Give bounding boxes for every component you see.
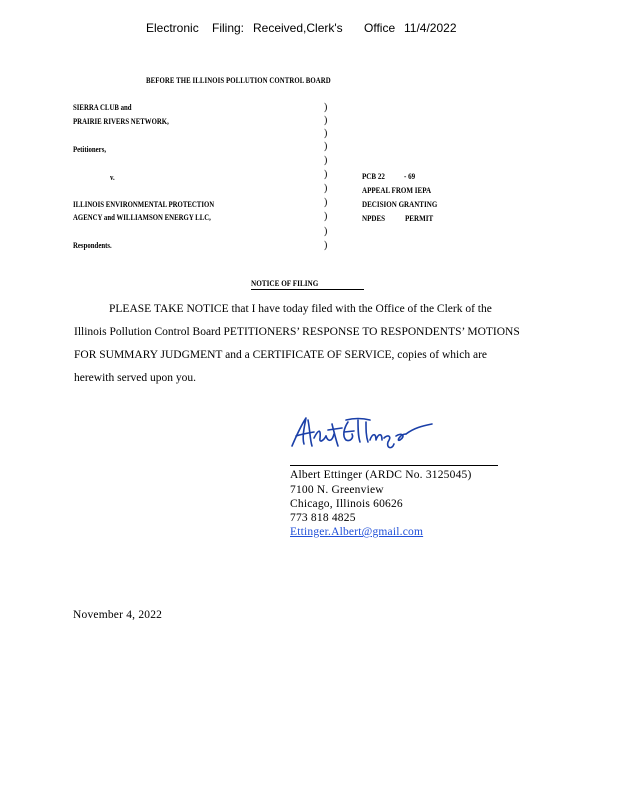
signer-name: Albert Ettinger (ARDC No. 3125045) (290, 469, 472, 481)
stamp-received: Received,Clerk's (253, 21, 343, 35)
notice-body-line-4: herewith served upon you. (74, 372, 196, 384)
petitioners-label: Petitioners, (73, 145, 107, 154)
caption-paren: ) (324, 197, 328, 208)
docket-npdes: NPDES (362, 214, 386, 223)
respondent-name-2: AGENCY and WILLIAMSON ENERGY LLC, (73, 213, 211, 222)
signer-city: Chicago, Illinois 60626 (290, 498, 403, 510)
petitioner-name-1: SIERRA CLUB and (73, 103, 132, 112)
docket-permit: PERMIT (405, 214, 434, 223)
caption-paren: ) (324, 102, 328, 113)
caption-paren: ) (324, 128, 328, 139)
document-date: November 4, 2022 (73, 609, 163, 621)
handwritten-signature (288, 414, 436, 454)
signer-email-link[interactable]: Ettinger.Albert@gmail.com (290, 526, 424, 538)
caption-paren: ) (324, 211, 328, 222)
caption-paren: ) (324, 183, 328, 194)
caption-paren: ) (324, 240, 328, 251)
board-heading: BEFORE THE ILLINOIS POLLUTION CONTROL BOARD (146, 76, 331, 85)
notice-body-line-3: FOR SUMMARY JUDGMENT and a CERTIFICATE OF SERVICE, copies of which are (74, 349, 488, 361)
docket-decision: DECISION GRANTING (362, 200, 438, 209)
stamp-date: 11/4/2022 (404, 21, 457, 35)
notice-title: NOTICE OF FILING (251, 279, 319, 288)
docket-number: - 69 (404, 172, 416, 181)
versus-label: v. (110, 173, 115, 182)
notice-body-line-2: Illinois Pollution Control Board PETITIONERS’ RESPONSE TO RESPONDENTS’ MOTIONS (74, 326, 520, 338)
notice-title-underline (251, 289, 364, 290)
caption-paren: ) (324, 226, 328, 237)
signer-phone: 773 818 4825 (290, 512, 356, 524)
caption-paren: ) (324, 155, 328, 166)
respondent-name-1: ILLINOIS ENVIRONMENTAL PROTECTION (73, 200, 215, 209)
caption-paren: ) (324, 169, 328, 180)
notice-body-line-1: PLEASE TAKE NOTICE that I have today filed with the Office of the Clerk of the (109, 303, 492, 315)
caption-paren: ) (324, 115, 328, 126)
stamp-office: Office (364, 21, 396, 35)
docket-appeal: APPEAL FROM IEPA (362, 186, 432, 195)
respondents-label: Respondents. (73, 241, 112, 250)
stamp-electronic: Electronic (146, 21, 199, 35)
caption-paren: ) (324, 141, 328, 152)
docket-case: PCB 22 (362, 172, 385, 181)
signer-street: 7100 N. Greenview (290, 484, 384, 496)
signature-line (290, 465, 498, 466)
stamp-filing: Filing: (212, 21, 245, 35)
petitioner-name-2: PRAIRIE RIVERS NETWORK, (73, 117, 169, 126)
